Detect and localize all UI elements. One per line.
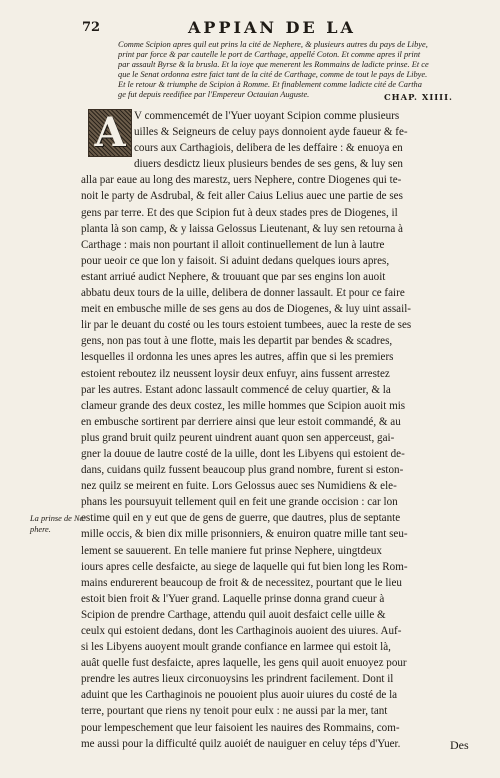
text-line: estime quil en y eut que de gens de guerre, que dautres, plus de septante: [81, 512, 401, 525]
text-line: gens, non pas tout à une flotte, mais les departit par bendes & scadres,: [81, 335, 393, 348]
text-line: gner la douue de lautre costé de la uille, dont les Libyens qui estoient de-: [81, 447, 405, 460]
text-line: alla par eaue au long des marestz, uers Nephere, contre Diogenes qui te-: [81, 174, 402, 187]
text-line: terre, pourtant que riens ny tenoit pour eulx : ne aussi par la mer, tant: [81, 705, 388, 718]
text-line: lir par le deuant du costé ou les tours estoient tumbees, auec la reste de ses: [81, 319, 412, 332]
initial-letter: A: [94, 109, 126, 156]
text-line: Carthage : mais non pourtant il alloit continuellement de lun à lautre: [81, 238, 385, 251]
text-line: estoit bien froit & l'Yuer grand. Laquelle prinse donna grand cueur à: [81, 592, 385, 605]
page-number: 72: [82, 20, 101, 35]
text-line: lement se sauuerent. En telle maniere fut prinse Nephere, uingtdeux: [81, 544, 382, 557]
summary-line: Et le retour & triumphe de Scipion à Romme. Et finablement comme ladicte cité de Cartha: [118, 80, 422, 90]
summary-line: Comme Scipion apres quil eut prins la cité de Nephere, & plusieurs autres du pays de Libye,: [118, 40, 428, 49]
summary-line: ge fut depuis reedifiee par l'Empereur Octauian Auguste.: [118, 90, 310, 100]
text-line: estant arriué audict Nephere, & trouuant que par ses engins lon auoit: [81, 270, 386, 283]
text-line: mains endurerent beaucoup de froit & de necessitez, pourtant que le lieu: [81, 576, 402, 589]
text-line: pour ueoir ce que lon y faisoit. Si aduint dedans quelques iours apres,: [81, 254, 390, 267]
text-line: cours aux Carthagiois, delibera de les deffaire : & enuoya en: [134, 142, 403, 155]
text-line: lesquelles il ordonna les unes apres les autres, affin que si les premiers: [81, 351, 394, 364]
text-line: noit le party de Asdrubal, & feit aller Caius Lelius auec une partie de ses: [81, 190, 403, 203]
text-line: par les autres. Estant adonc lassault commencé de celuy quartier, & la: [81, 383, 391, 396]
text-line: diuers desdictz lieux plusieurs bendes de ses gens, & luy sen: [134, 158, 403, 171]
summary-line: que le Senat ordonna estre faict tant de la cité de Carthage, comme de tout le pays de Libye.: [118, 70, 428, 80]
text-line: phans les poursuyuit tellement quil en feit une grande occision : car lon: [81, 496, 398, 509]
text-line: pour lempeschement que leur faisoient les nauires des Rommains, com-: [81, 721, 400, 734]
text-line: aduint que les Carthaginois ne pouoient plus auoir uiures du costé de la: [81, 689, 398, 702]
chapter-label: CHAP. XIIII.: [384, 92, 453, 102]
text-line: mille occis, & bien dix mille prisonniers, & enuiron quatre mille tant seu-: [81, 528, 408, 541]
text-line: iours apres celle desfaicte, au siege de laquelle qui fut bien long les Rom-: [81, 560, 408, 573]
text-line: ceulx qui estoient dedans, dont les Carthaginois auoient des uiures. Auf-: [81, 625, 402, 637]
text-line: nez quilz se meirent en fuite. Lors Gelossus auec ses Numidiens & ele-: [81, 480, 397, 493]
text-line: uilles & Seigneurs de celuy pays donnoient ayde faueur & fe-: [134, 126, 408, 139]
text-line: Scipion de prendre Carthage, attendu quil auoit desfaict celle uille &: [81, 608, 386, 621]
text-line: si les Libyens auoyent moult grande confiance en larmee qui estoit là,: [81, 641, 391, 654]
catchword: Des: [450, 738, 469, 752]
text-line: planta là son camp, & y laissa Gelossus Lieutenant, & luy sen retourna à: [81, 222, 403, 235]
text-line: me aussi pour la difficulté quilz auoiét de nauiguer en celuy téps d'Yuer.: [81, 737, 401, 750]
text-line: V commencemét de l'Yuer uoyant Scipion comme plusieurs: [134, 110, 400, 122]
text-line: meit en embusche mille de ses gens au dos de Diogenes, & luy uint assail-: [81, 303, 411, 316]
text-line: prendre les autres lieux circonuoysins les prindrent facilement. Dont il: [81, 673, 394, 686]
body-text: [81, 108, 476, 752]
text-line: estoient reboutez ilz neussent loysir deux enfuyr, ains fussent arrestez: [81, 367, 390, 380]
summary-line: par assault Byrse & la brusla. Et la ioye que menerent les Rommains de ladicte prinse. Et ce: [118, 60, 429, 70]
text-line: clameur grande des deux costez, les mille hommes que Scipion auoit mis: [81, 399, 406, 412]
text-line: auât quelle fust desfaicte, apres laquelle, les gens quil auoit enuoyez pour: [81, 657, 407, 670]
text-line: en embusche sortirent par derriere ainsi que leur estoit commandé, & au: [81, 415, 401, 428]
text-line: gens par terre. Et des que Scipion fut à deux stades pres de Diogenes, il: [81, 206, 398, 219]
summary-line: print par force & par cautelle le port de Carthage, appellé Coton. Et comme apres il print: [118, 50, 421, 60]
text-line: plus grand bruit quilz peurent uindrent auant quon sen apperceust, gai-: [81, 431, 395, 444]
margin-note: La prinse de Ne-phere.: [30, 514, 87, 534]
text-line: dans, cuidans quilz fussent beaucoup plus grand nombre, furent si eston-: [81, 464, 404, 477]
text-line: abbatu deux tours de la uille, delibera de donner lassault. Et pour ce faire: [81, 287, 405, 300]
running-head: APPIAN DE LA: [188, 18, 356, 37]
